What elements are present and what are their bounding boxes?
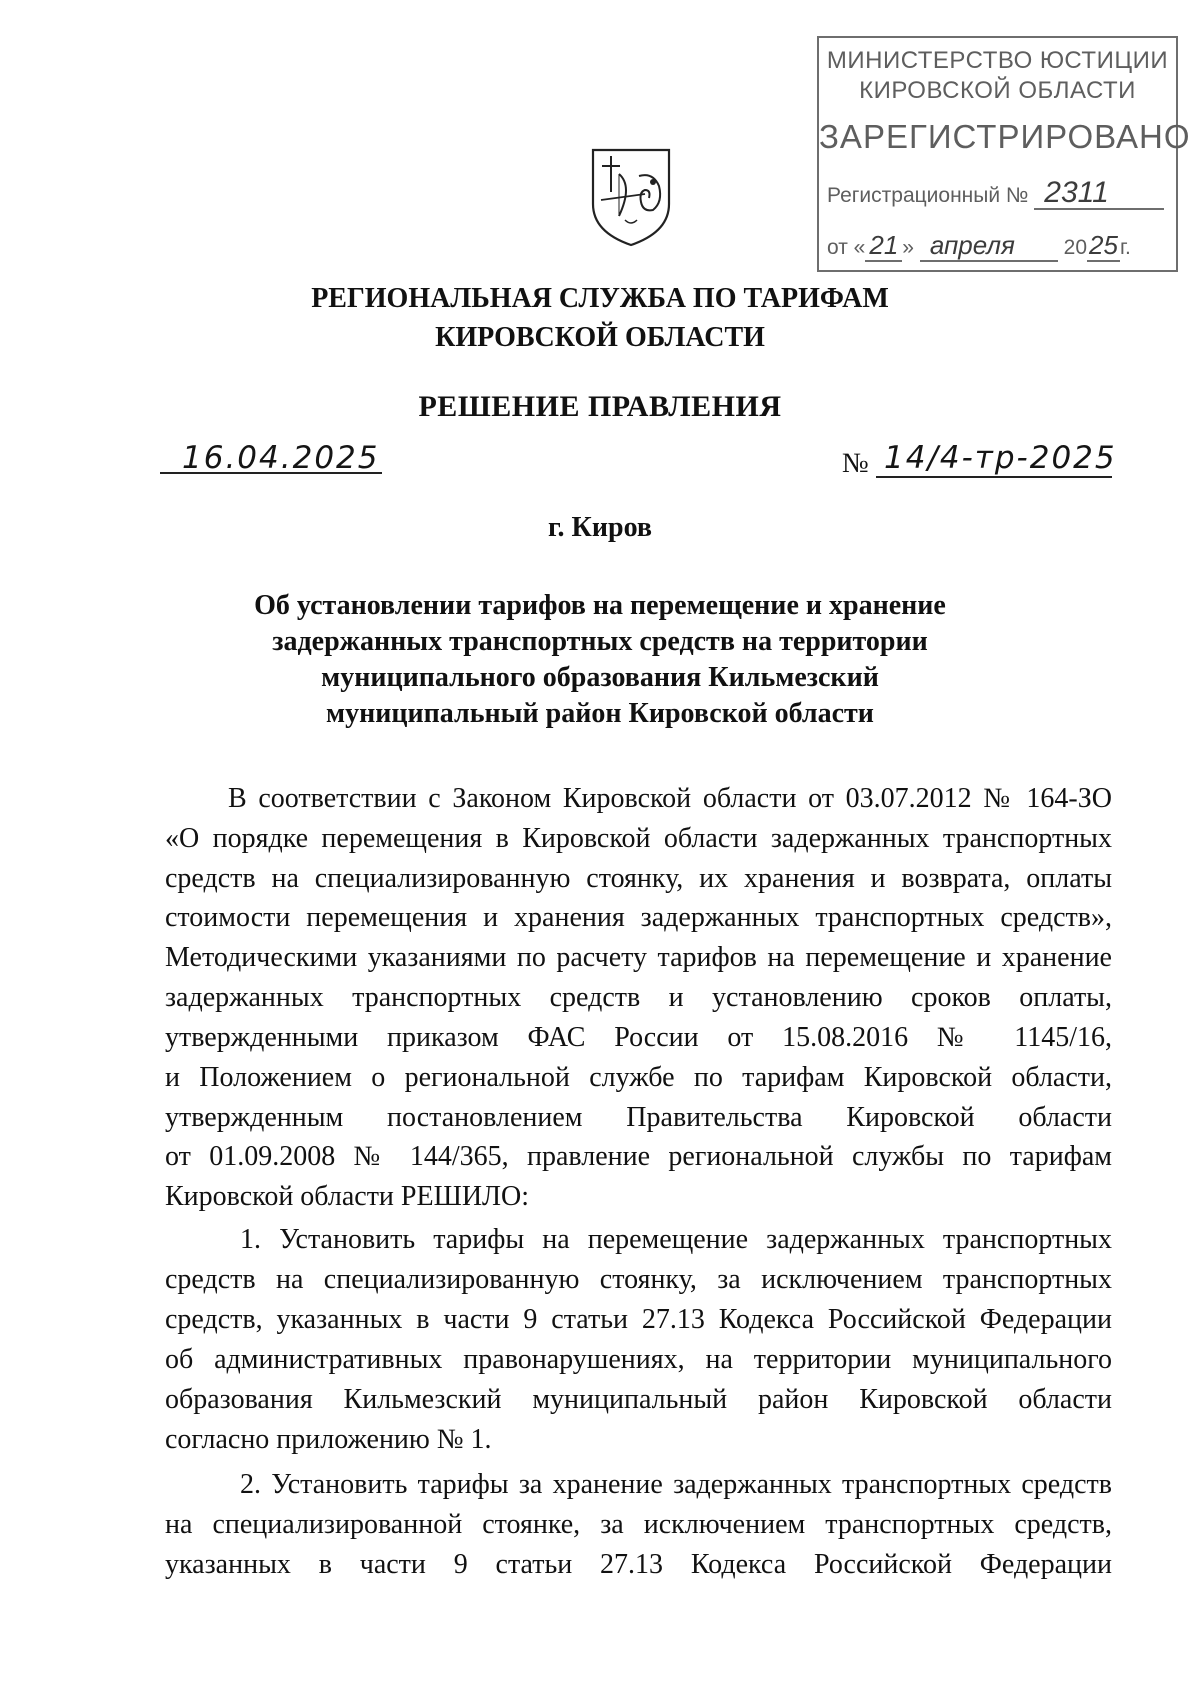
body-line: «О порядке перемещения в Кировской области задержанных транспортных [165,823,1112,854]
document-type: РЕШЕНИЕ ПРАВЛЕНИЯ [418,390,782,423]
stamp-day: 21 [865,230,902,262]
body-line: Кировской области РЕШИЛО: [165,1181,530,1212]
stamp-reg-row [827,178,1170,210]
body-line: 1. Установить тарифы на перемещение задержанных транспортных [240,1224,1112,1255]
org-name-line1: РЕГИОНАЛЬНАЯ СЛУЖБА ПО ТАРИФАМ [311,283,889,314]
body-line: указанных в части 9 статьи 27.13 Кодекса Российской Федерации [165,1549,1112,1580]
registration-stamp [817,36,1191,272]
body-line: согласно приложению № 1. [165,1424,492,1455]
body-line: средств на специализированную стоянку, их хранения и возврата, оплаты [165,863,1112,894]
body-line: на специализированной стоянке, за исключением транспортных средств, [165,1509,1112,1540]
body-line: средств, указанных в части 9 статьи 27.13 Кодекса Российской Федерации [165,1304,1112,1335]
stamp-registered: ЗАРЕГИСТРИРОВАНО [819,118,1191,155]
org-name-line2: КИРОВСКОЙ ОБЛАСТИ [435,322,765,353]
body-line: задержанных транспортных средств и установлению сроков оплаты, [165,982,1112,1013]
number-underline [876,476,1112,478]
subject-line: муниципальный район Кировской области [326,698,874,729]
stamp-date-row [827,230,1170,262]
body-line: Методическими указаниями по расчету тарифов на перемещение и хранение [165,942,1112,973]
stamp-date-mid: » [902,236,914,259]
subject-line: Об установлении тарифов на перемещение и хранение [254,590,946,621]
stamp-ministry-line1: МИНИСТЕРСТВО ЮСТИЦИИ [826,47,1169,74]
stamp-ministry-line2: КИРОВСКОЙ ОБЛАСТИ [859,77,1136,104]
body-line: 2. Установить тарифы за хранение задержанных транспортных средств [240,1469,1112,1500]
stamp-month: апреля [920,230,1058,262]
kirov-oblast-coat-of-arms-icon [589,146,673,248]
body-line: утвержденными приказом ФАС России от 15.08.2016 № 1145/16, [165,1022,1112,1053]
stamp-year-prefix: 20 [1063,236,1088,259]
body-line: от 01.09.2008 № 144/365, правление региональной службы по тарифам [165,1141,1112,1172]
stamp-reg-number: 2311 [1034,178,1164,210]
stamp-year-suffix: 25 [1089,230,1118,260]
decision-number: 14/4-тр-2025 [884,440,1117,476]
body-line: средств на специализированную стоянку, за исключением транспортных [165,1264,1112,1295]
body-line: образования Кильмезский муниципальный район Кировской области [165,1384,1112,1415]
body-line: и Положением о региональной службе по тарифам Кировской области, [165,1062,1112,1093]
body-line: В соответствии с Законом Кировской области от 03.07.2012 № 164-ЗО [228,783,1112,814]
stamp-year-end: г. [1119,236,1131,259]
stamp-date-prefix: от « [827,236,866,259]
date-underline [160,472,382,474]
body-line: стоимости перемещения и хранения задержанных транспортных средств», [165,902,1112,933]
number-label: № [842,448,869,479]
body-line: утвержденным постановлением Правительства Кировской области [165,1102,1112,1133]
decision-date: 16.04.2025 [182,440,380,476]
subject-line: муниципального образования Кильмезский [321,662,879,693]
city: г. Киров [548,512,652,543]
stamp-reg-label: Регистрационный № [827,184,1029,207]
subject-line: задержанных транспортных средств на территории [272,626,928,657]
body-line: об административных правонарушениях, на территории муниципального [165,1344,1112,1375]
